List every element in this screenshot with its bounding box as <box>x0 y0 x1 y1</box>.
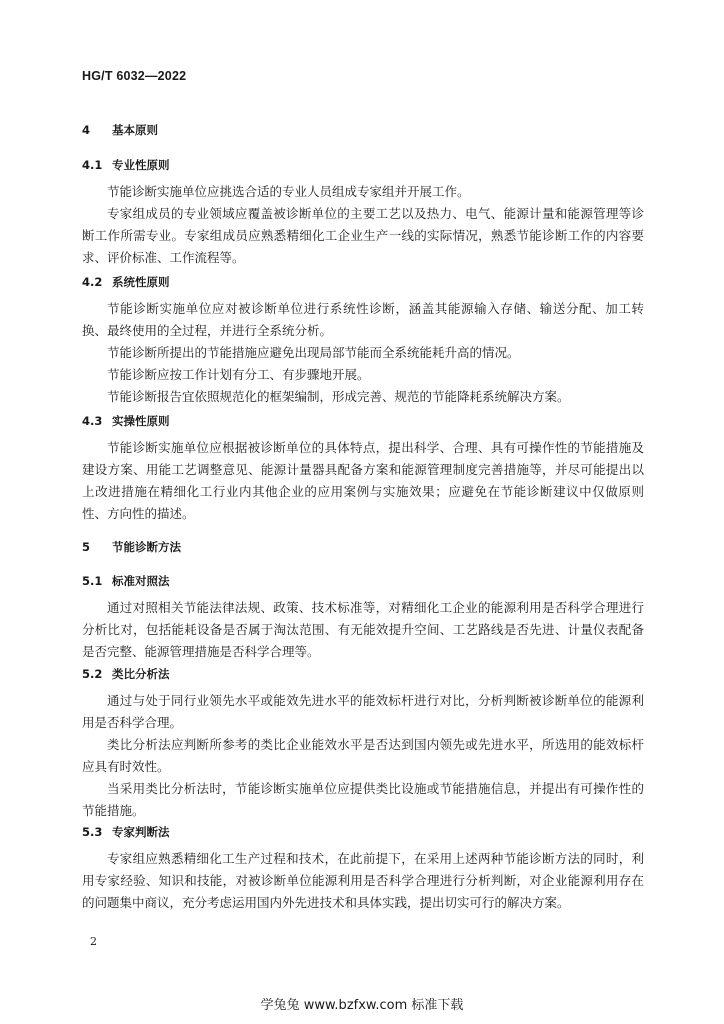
section-number: 5.1 <box>82 574 103 588</box>
section-number: 4.1 <box>82 158 103 172</box>
section-4-3-heading <box>82 413 170 429</box>
paragraph: 类比分析法应判断所参考的类比企业能效水平是否达到国内领先或先进水平，所选用的能效标杆应具有时效性。 <box>82 737 644 774</box>
section-number: 4 <box>82 123 91 137</box>
section-title: 基本原则 <box>112 123 158 137</box>
paragraph: 节能诊断实施单位应根据被诊断单位的具体特点，提出科学、合理、具有可操作性的节能措施及建设方案、用能工艺调整意见、能源计量器具配备方案和能源管理制度完善措施等，并尽可能提出以上改进措施在精细化工行业内其他企业的应用案例与实施效果；应避免在节能诊断建议中仅做原则性、方向性的描述。 <box>82 440 644 521</box>
paragraph: 通过与处于同行业领先水平或能效先进水平的能效标杆进行对比，分析判断被诊断单位的能源利用是否科学合理。 <box>82 693 644 730</box>
page-number: 2 <box>90 935 97 948</box>
standard-code: HG/T 6032—2022 <box>82 69 187 83</box>
paragraph: 通过对照相关节能法律法规、政策、技术标准等，对精细化工企业的能源利用是否科学合理进行分析比对，包括能耗设备是否属于淘汰范围、有无能效提升空间、工艺路线是否先进、计量仪表配备是否完整、能源管理措施是否科学合理等。 <box>82 600 644 659</box>
section-4-heading <box>82 122 158 138</box>
section-4-1-heading <box>82 157 170 173</box>
section-4-2-heading <box>82 274 170 290</box>
section-5-3-heading <box>82 824 170 840</box>
section-title: 节能诊断方法 <box>112 540 181 554</box>
paragraph: 当采用类比分析法时，节能诊断实施单位应提供类比设施或节能措施信息，并提出有可操作性的节能措施。 <box>82 781 644 818</box>
section-number: 5 <box>82 540 91 554</box>
section-number: 5.3 <box>82 825 103 839</box>
section-title: 标准对照法 <box>112 574 170 588</box>
footer-watermark: 学兔兔 www.bzfxw.com 标准下载 <box>260 998 464 1013</box>
section-title: 类比分析法 <box>112 667 170 681</box>
paragraph: 专家组成员的专业领域应覆盖被诊断单位的主要工艺以及热力、电气、能源计量和能源管理等诊断工作所需专业。专家组成员应熟悉精细化工企业生产一线的实际情况，熟悉节能诊断工作的内容要求、评价标准、工作流程等。 <box>82 206 644 265</box>
paragraph: 节能诊断实施单位应挑选合适的专业人员组成专家组并开展工作。 <box>107 184 470 199</box>
section-title: 专家判断法 <box>112 825 170 839</box>
paragraph: 节能诊断应按工作计划有分工、有步骤地开展。 <box>107 367 370 382</box>
section-title: 系统性原则 <box>112 275 170 289</box>
section-5-1-heading <box>82 573 170 589</box>
section-number: 4.3 <box>82 414 103 428</box>
section-5-heading <box>82 539 181 555</box>
paragraph: 节能诊断所提出的节能措施应避免出现局部节能而全系统能耗升高的情况。 <box>107 345 520 360</box>
section-5-2-heading <box>82 666 170 682</box>
section-title: 专业性原则 <box>112 158 170 172</box>
section-number: 5.2 <box>82 667 103 681</box>
paragraph: 节能诊断实施单位应对被诊断单位进行系统性诊断，涵盖其能源输入存储、输送分配、加工转换、最终使用的全过程，并进行全系统分析。 <box>82 301 644 338</box>
section-title: 实操性原则 <box>112 414 170 428</box>
section-number: 4.2 <box>82 275 103 289</box>
paragraph: 节能诊断报告宜依照规范化的框架编制，形成完善、规范的节能降耗系统解决方案。 <box>107 389 570 404</box>
paragraph: 专家组应熟悉精细化工生产过程和技术，在此前提下，在采用上述两种节能诊断方法的同时，利用专家经验、知识和技能，对被诊断单位能源利用是否科学合理进行分析判断，对企业能源利用存在的问题集中商议，充分考虑运用国内外先进技术和具体实践，提出切实可行的解决方案。 <box>82 851 644 910</box>
